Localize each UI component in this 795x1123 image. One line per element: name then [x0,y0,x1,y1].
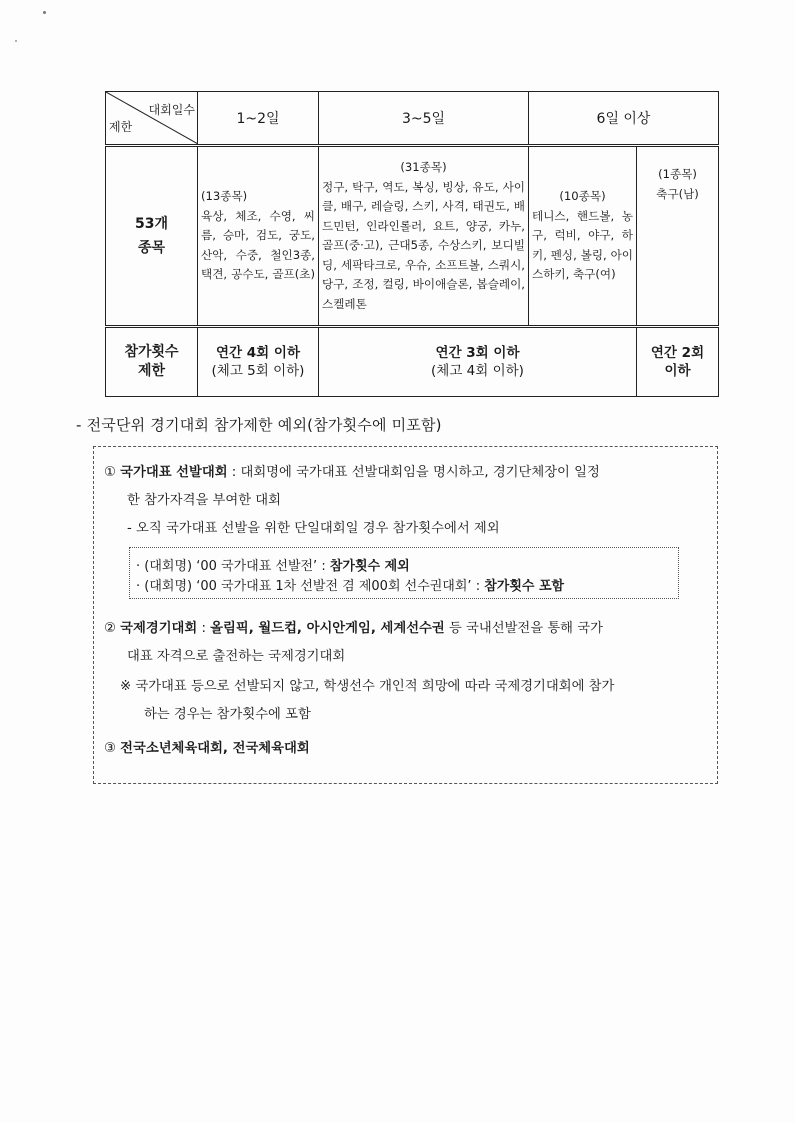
events-row-header: 53개 종목 [106,146,198,327]
events-list-6-plus-days [529,146,637,327]
event-list-text: 축구(남) [656,186,699,201]
events-list-6-plus-days-men-football [637,146,719,327]
corner-top-label: 대회일수 [148,103,195,117]
table-header-row [106,92,719,146]
scan-speck [43,11,46,14]
event-list-text: 정구, 탁구, 역도, 복싱, 빙상, 유도, 사이클, 배구, 레슬링, 스키, 사격, 태권도, 배드민턴, 인라인롤러, 요트, 양궁, 카누, 골프(중·고), 근대5종, 수상스키, 보디빌딩, 세팍타크로, 우슈, 소프트볼, 스쿼시, 당구, 조정, 컬링, 바이애슬론, 봅슬레이, 스켈레톤 [322,179,525,311]
events-row [106,146,719,327]
events-list-1-2-days [198,146,319,327]
item3-title: 전국소년체육대회, 전국체육대회 [120,741,310,756]
item2-number: ② [104,621,116,636]
item3-number: ③ [104,741,116,756]
participation-row-header: 참가횟수 제한 [106,327,198,397]
event-count: (10종목) [559,189,606,204]
item1-title: 국가대표 선발대회 [120,465,228,480]
item2-line-b: 대표 자격으로 출전하는 국제경기대회 [127,649,346,664]
item2-line-a: ② 국제경기대회 : 올림픽, 월드컵, 아시안게임, 세계선수권 등 국내선발전을 통해 국가 [104,621,603,636]
participation-row [106,327,719,397]
column-header-6-plus-days: 6일 이상 [529,92,719,146]
item2-title: 국제경기대회 [120,621,198,636]
item1-line-b: 한 참가자격을 부여한 대회 [127,493,281,508]
item1-sub-note: - 오직 국가대표 선발을 위한 단일대회일 경우 참가횟수에서 제외 [127,521,500,536]
event-list-text: 테니스, 핸드볼, 농구, 럭비, 야구, 하키, 펜싱, 볼링, 아이스하키, 축구(여) [532,208,633,282]
item3-line [104,737,310,756]
corner-bottom-label: 제한 [109,120,133,134]
exception-section-title: - 전국단위 경기대회 참가제한 예외(참가횟수에 미포함) [76,416,442,434]
column-header-3-5-days: 3~5일 [319,92,529,146]
corner-cell [106,92,198,146]
events-list-3-5-days [319,146,529,327]
participation-limit-3-5-days: 연간 3회 이하 (체고 4회 이하) [319,327,637,397]
example-line-1: · (대회명) ‘00 국가대표 선발전’ : 참가횟수 제외 [136,559,410,574]
column-header-1-2-days: 1~2일 [198,92,319,146]
item2-note-b: 하는 경우는 참가횟수에 포함 [144,707,311,722]
item1-line-a: ① 국가대표 선발대회 : 대회명에 국가대표 선발대회임을 명시하고, 경기단체장이 일정 [104,465,600,480]
participation-limit-6-plus-days: 연간 2회 이하 [637,327,719,397]
event-count: (1종목) [658,167,697,181]
exception-box [93,446,718,784]
event-list-text: 육상, 체조, 수영, 씨름, 승마, 검도, 궁도, 산악, 수중, 철인3종,택견, 공수도, 골프(초) [201,208,315,282]
event-count: (31종목) [400,160,447,174]
participation-limit-1-2-days: 연간 4회 이하 (체고 5회 이하) [198,327,319,397]
competition-limit-table [105,91,719,397]
event-count: (13종목) [201,189,248,204]
example-box [129,547,679,599]
example-line-2: · (대회명) ‘00 국가대표 1차 선발전 겸 제00회 선수권대회’ : 참가횟수 포함 [136,579,565,594]
item2-events: 올림픽, 월드컵, 아시안게임, 세계선수권 [210,621,445,636]
item1-number: ① [104,465,116,480]
scan-speck [15,40,17,42]
item2-note-a: ※ 국가대표 등으로 선발되지 않고, 학생선수 개인적 희망에 따라 국제경기대회에 참가 [120,679,615,694]
